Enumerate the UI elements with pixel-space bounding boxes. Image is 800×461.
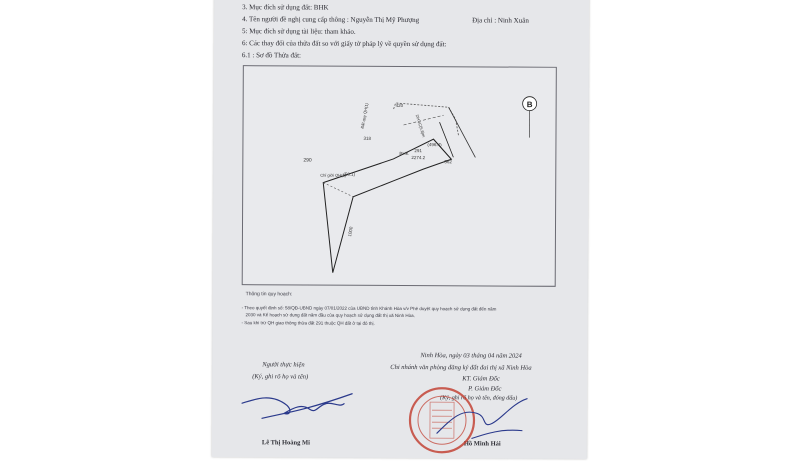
issuing-office: Chi nhánh văn phòng đăng ký đất đai thị xã Ninh Hòa — [390, 364, 531, 372]
dimension-2: (56.1) — [343, 172, 355, 177]
parcel-map-drawing — [243, 66, 556, 286]
planning-bullet-2: - Sau khi trừ QH giao thông thửa đất 291 thuộc QH đất ở tại đô thị. — [241, 320, 374, 326]
road-top-label: DH 1C(5.8)m — [415, 114, 427, 139]
land-use-purpose: 3. Mục đích sử dụng đất: BHK — [242, 3, 328, 11]
planning-heading: Thông tin quy hoạch: — [246, 291, 293, 297]
performer-title: Người thực hiện — [262, 361, 304, 368]
parcel-290-label: 290 — [303, 157, 312, 163]
dimension-1: (496.4) — [427, 142, 442, 147]
parcel-map-heading: 6.1 : Sơ đồ Thửa đất: — [242, 51, 301, 59]
road-edge — [448, 107, 475, 157]
parcel-main-area: 2274.2 — [411, 155, 425, 160]
dimension-3: 1000 — [347, 226, 354, 237]
changes-heading: 6: Các thay đổi của thửa đất so với giấy tờ pháp lý về quyền sử dụng đất: — [242, 39, 447, 48]
requester-address: Địa chỉ : Ninh Xuân — [472, 16, 529, 24]
planning-bullet-1: - Theo quyết định số: 58/QĐ-UBND ngày 07/01/2022 của UBND tỉnh Khánh Hòa v/v Phê duyệt quy hoạch sử dụng đất đến năm — [242, 305, 497, 311]
deputy-title: P. Giám Đốc — [468, 385, 501, 392]
road-planning-label: Đất quy QH(1) — [360, 102, 370, 129]
parcel-main-type: BHK — [399, 151, 408, 156]
signing-date: Ninh Hòa, ngày 03 tháng 04 năm 2024 — [420, 352, 522, 360]
director-name: Hồ Minh Hải — [464, 440, 501, 447]
director-title: KT. Giám Đốc — [462, 375, 500, 382]
deputy-note: (Ký, ghi rõ họ và tên, đóng dấu) — [440, 395, 517, 401]
requester-name: 4. Tên người đề nghị cung cấp thông : Nguyễn Thị Mỹ Phượng — [242, 15, 419, 24]
parcel-main-number: 291 — [414, 148, 422, 153]
performer-note: (Ký, ghi rõ họ và tên) — [252, 373, 308, 380]
parcel-top-label: 420 — [396, 103, 404, 108]
planning-bullet-1-cont: 2030 và Kế hoạch sử dụng đất năm đầu của quy hoạch sử dụng đất thị xã Ninh Hòa. — [246, 312, 415, 318]
parcel-291-boundary — [323, 139, 452, 274]
road-label: Chỉ giới QH(2) — [320, 173, 346, 178]
performer-name: Lê Thị Hoàng Mi — [262, 439, 310, 446]
director-signature — [432, 388, 532, 449]
parcel-562-label: 562 — [444, 159, 452, 164]
document-purpose: 5: Mục đích sử dụng tài liệu: tham khảo. — [242, 27, 356, 36]
parcel-318-label: 318 — [363, 136, 371, 141]
document-sheet — [212, 0, 589, 459]
performer-signature — [232, 363, 372, 434]
north-arrow-label: B — [527, 100, 533, 109]
parcel-map — [242, 65, 557, 287]
